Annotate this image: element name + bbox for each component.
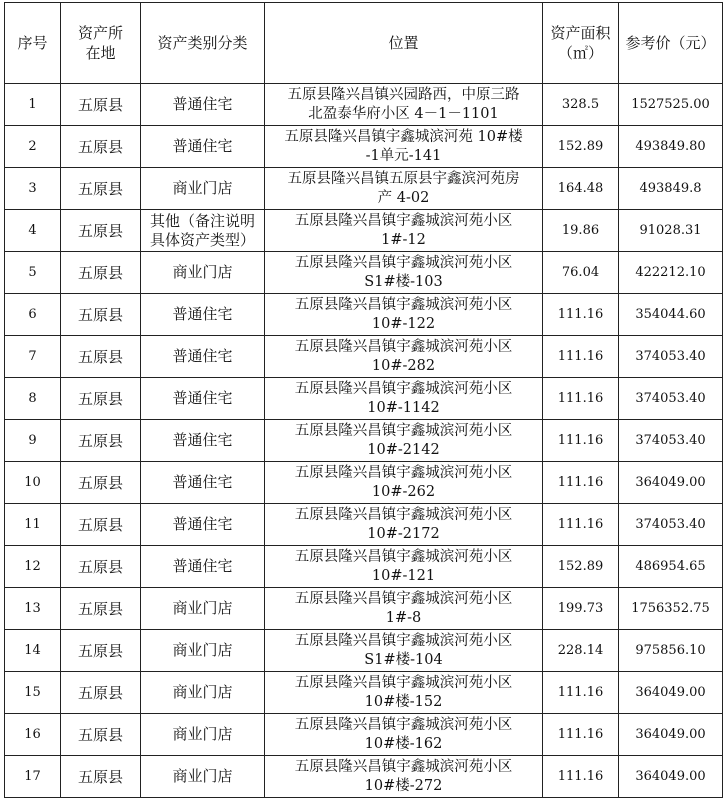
cell-area: 111.16 xyxy=(543,462,619,504)
cell-price: 422212.10 xyxy=(619,252,723,294)
header-area-line2: （㎡） xyxy=(557,44,603,62)
cell-location-line2: S1#楼-103 xyxy=(364,273,443,290)
cell-price: 493849.80 xyxy=(619,126,723,168)
cell-area: 19.86 xyxy=(543,210,619,252)
table-row xyxy=(5,252,723,294)
cell-seq: 4 xyxy=(5,210,61,252)
table-row xyxy=(5,126,723,168)
table-row xyxy=(5,294,723,336)
cell-location xyxy=(265,294,543,336)
cell-location xyxy=(265,714,543,756)
cell-location-line2: 10#-2172 xyxy=(367,525,440,542)
cell-location-line2: 北盈泰华府小区 4－1－1101 xyxy=(308,105,499,122)
cell-region: 五原县 xyxy=(61,714,141,756)
cell-category: 普通住宅 xyxy=(141,84,265,126)
table-row xyxy=(5,714,723,756)
cell-price: 1527525.00 xyxy=(619,84,723,126)
cell-location xyxy=(265,756,543,798)
cell-region: 五原县 xyxy=(61,168,141,210)
cell-location-line1: 五原县隆兴昌镇宇鑫城滨河苑小区 xyxy=(294,758,513,775)
cell-price: 486954.65 xyxy=(619,546,723,588)
table-row xyxy=(5,630,723,672)
cell-area: 328.5 xyxy=(543,84,619,126)
cell-location-line1: 五原县隆兴昌镇宇鑫城滨河苑小区 xyxy=(294,674,513,691)
cell-location xyxy=(265,126,543,168)
cell-category-line2: 具体资产类型） xyxy=(149,230,255,249)
cell-area: 199.73 xyxy=(543,588,619,630)
cell-seq: 2 xyxy=(5,126,61,168)
cell-region: 五原县 xyxy=(61,378,141,420)
cell-price: 364049.00 xyxy=(619,756,723,798)
table-row xyxy=(5,420,723,462)
cell-seq: 8 xyxy=(5,378,61,420)
header-seq: 序号 xyxy=(5,3,61,84)
header-area-line1: 资产面积 xyxy=(550,24,611,42)
cell-price: 1756352.75 xyxy=(619,588,723,630)
cell-location-line2: 1#-12 xyxy=(381,231,426,248)
cell-price: 364049.00 xyxy=(619,672,723,714)
cell-category: 商业门店 xyxy=(141,714,265,756)
table-header-row xyxy=(5,3,723,84)
cell-location-line1: 五原县隆兴昌镇五原县宇鑫滨河苑房 xyxy=(287,170,520,187)
cell-seq: 7 xyxy=(5,336,61,378)
cell-category: 普通住宅 xyxy=(141,294,265,336)
cell-location xyxy=(265,546,543,588)
cell-area: 228.14 xyxy=(543,630,619,672)
cell-area: 111.16 xyxy=(543,756,619,798)
cell-location-line1: 五原县隆兴昌镇宇鑫城滨河苑小区 xyxy=(294,212,513,229)
table-row xyxy=(5,504,723,546)
cell-category: 商业门店 xyxy=(141,756,265,798)
cell-location xyxy=(265,504,543,546)
cell-area: 111.16 xyxy=(543,672,619,714)
cell-area: 111.16 xyxy=(543,504,619,546)
cell-seq: 13 xyxy=(5,588,61,630)
cell-category: 普通住宅 xyxy=(141,378,265,420)
cell-location xyxy=(265,378,543,420)
cell-location-line1: 五原县隆兴昌镇宇鑫城滨河苑 10#楼 xyxy=(284,128,523,145)
cell-price: 975856.10 xyxy=(619,630,723,672)
cell-category: 商业门店 xyxy=(141,168,265,210)
cell-seq: 17 xyxy=(5,756,61,798)
cell-location-line2: 10#-122 xyxy=(371,315,436,332)
cell-location xyxy=(265,672,543,714)
cell-location-line2: 10#-1142 xyxy=(367,399,440,416)
cell-seq: 10 xyxy=(5,462,61,504)
cell-location xyxy=(265,462,543,504)
cell-region: 五原县 xyxy=(61,504,141,546)
table-row xyxy=(5,756,723,798)
table-row xyxy=(5,336,723,378)
cell-region: 五原县 xyxy=(61,546,141,588)
cell-area: 111.16 xyxy=(543,714,619,756)
cell-area: 111.16 xyxy=(543,336,619,378)
cell-price: 364049.00 xyxy=(619,462,723,504)
cell-location-line2: 10#-282 xyxy=(371,357,436,374)
cell-region: 五原县 xyxy=(61,210,141,252)
cell-price: 374053.40 xyxy=(619,504,723,546)
cell-location-line2: -1单元-141 xyxy=(365,147,442,164)
cell-location-line2: 10#-2142 xyxy=(367,441,440,458)
cell-seq: 6 xyxy=(5,294,61,336)
cell-location-line2: 10#-121 xyxy=(371,567,436,584)
cell-area: 164.48 xyxy=(543,168,619,210)
cell-price: 354044.60 xyxy=(619,294,723,336)
cell-location-line2: S1#楼-104 xyxy=(364,651,443,668)
cell-region: 五原县 xyxy=(61,630,141,672)
table-row xyxy=(5,84,723,126)
cell-location xyxy=(265,84,543,126)
cell-location-line1: 五原县隆兴昌镇宇鑫城滨河苑小区 xyxy=(294,548,513,565)
cell-price: 374053.40 xyxy=(619,336,723,378)
cell-location-line2: 10#楼-162 xyxy=(364,735,443,752)
cell-location xyxy=(265,210,543,252)
table-row xyxy=(5,210,723,252)
cell-category: 商业门店 xyxy=(141,630,265,672)
cell-location-line2: 10#楼-272 xyxy=(364,777,443,794)
cell-area: 152.89 xyxy=(543,546,619,588)
cell-category: 普通住宅 xyxy=(141,462,265,504)
cell-region: 五原县 xyxy=(61,294,141,336)
cell-location-line2: 1#-8 xyxy=(385,609,422,626)
cell-category: 普通住宅 xyxy=(141,504,265,546)
cell-region: 五原县 xyxy=(61,588,141,630)
cell-price: 364049.00 xyxy=(619,714,723,756)
cell-region: 五原县 xyxy=(61,336,141,378)
table-row xyxy=(5,462,723,504)
cell-location-line1: 五原县隆兴昌镇宇鑫城滨河苑小区 xyxy=(294,464,513,481)
cell-seq: 9 xyxy=(5,420,61,462)
cell-location xyxy=(265,420,543,462)
cell-location-line1: 五原县隆兴昌镇宇鑫城滨河苑小区 xyxy=(294,380,513,397)
cell-location-line1: 五原县隆兴昌镇宇鑫城滨河苑小区 xyxy=(294,590,513,607)
cell-category: 普通住宅 xyxy=(141,126,265,168)
cell-category: 商业门店 xyxy=(141,672,265,714)
header-location: 位置 xyxy=(265,3,543,84)
cell-category: 普通住宅 xyxy=(141,546,265,588)
table-row xyxy=(5,168,723,210)
cell-region: 五原县 xyxy=(61,252,141,294)
cell-seq: 16 xyxy=(5,714,61,756)
cell-category: 商业门店 xyxy=(141,588,265,630)
cell-location-line1: 五原县隆兴昌镇兴园路西，中原三路 xyxy=(287,86,520,103)
cell-location-line2: 10#楼-152 xyxy=(364,693,443,710)
cell-region: 五原县 xyxy=(61,126,141,168)
asset-table xyxy=(4,2,723,798)
cell-location-line1: 五原县隆兴昌镇宇鑫城滨河苑小区 xyxy=(294,422,513,439)
cell-location-line1: 五原县隆兴昌镇宇鑫城滨河苑小区 xyxy=(294,506,513,523)
cell-seq: 12 xyxy=(5,546,61,588)
cell-seq: 3 xyxy=(5,168,61,210)
cell-area: 111.16 xyxy=(543,294,619,336)
table-row xyxy=(5,378,723,420)
cell-area: 76.04 xyxy=(543,252,619,294)
cell-location-line1: 五原县隆兴昌镇宇鑫城滨河苑小区 xyxy=(294,296,513,313)
header-region xyxy=(61,3,141,84)
cell-seq: 11 xyxy=(5,504,61,546)
cell-area: 111.16 xyxy=(543,378,619,420)
cell-location xyxy=(265,168,543,210)
cell-category: 普通住宅 xyxy=(141,420,265,462)
cell-location xyxy=(265,252,543,294)
cell-price: 374053.40 xyxy=(619,420,723,462)
cell-location-line1: 五原县隆兴昌镇宇鑫城滨河苑小区 xyxy=(294,632,513,649)
cell-location xyxy=(265,630,543,672)
table-row xyxy=(5,672,723,714)
cell-seq: 14 xyxy=(5,630,61,672)
cell-region: 五原县 xyxy=(61,462,141,504)
header-region-line2: 在地 xyxy=(85,44,116,62)
cell-region: 五原县 xyxy=(61,84,141,126)
cell-category-line1: 其他（备注说明 xyxy=(149,211,255,230)
cell-price: 91028.31 xyxy=(619,210,723,252)
header-area xyxy=(543,3,619,84)
cell-location xyxy=(265,336,543,378)
header-region-line1: 资产所 xyxy=(77,24,123,42)
cell-location-line1: 五原县隆兴昌镇宇鑫城滨河苑小区 xyxy=(294,716,513,733)
header-price: 参考价（元） xyxy=(619,3,723,84)
cell-location xyxy=(265,588,543,630)
cell-price: 374053.40 xyxy=(619,378,723,420)
cell-location-line1: 五原县隆兴昌镇宇鑫城滨河苑小区 xyxy=(294,338,513,355)
cell-location-line2: 10#-262 xyxy=(371,483,436,500)
cell-region: 五原县 xyxy=(61,756,141,798)
cell-price: 493849.8 xyxy=(619,168,723,210)
header-category: 资产类别分类 xyxy=(141,3,265,84)
cell-seq: 5 xyxy=(5,252,61,294)
cell-area: 152.89 xyxy=(543,126,619,168)
cell-category: 商业门店 xyxy=(141,252,265,294)
cell-category xyxy=(141,210,265,252)
table-row xyxy=(5,546,723,588)
cell-region: 五原县 xyxy=(61,420,141,462)
cell-area: 111.16 xyxy=(543,420,619,462)
cell-seq: 1 xyxy=(5,84,61,126)
cell-category: 普通住宅 xyxy=(141,336,265,378)
cell-seq: 15 xyxy=(5,672,61,714)
table-row xyxy=(5,588,723,630)
cell-location-line1: 五原县隆兴昌镇宇鑫城滨河苑小区 xyxy=(294,254,513,271)
cell-region: 五原县 xyxy=(61,672,141,714)
cell-location-line2: 产 4-02 xyxy=(377,189,430,206)
